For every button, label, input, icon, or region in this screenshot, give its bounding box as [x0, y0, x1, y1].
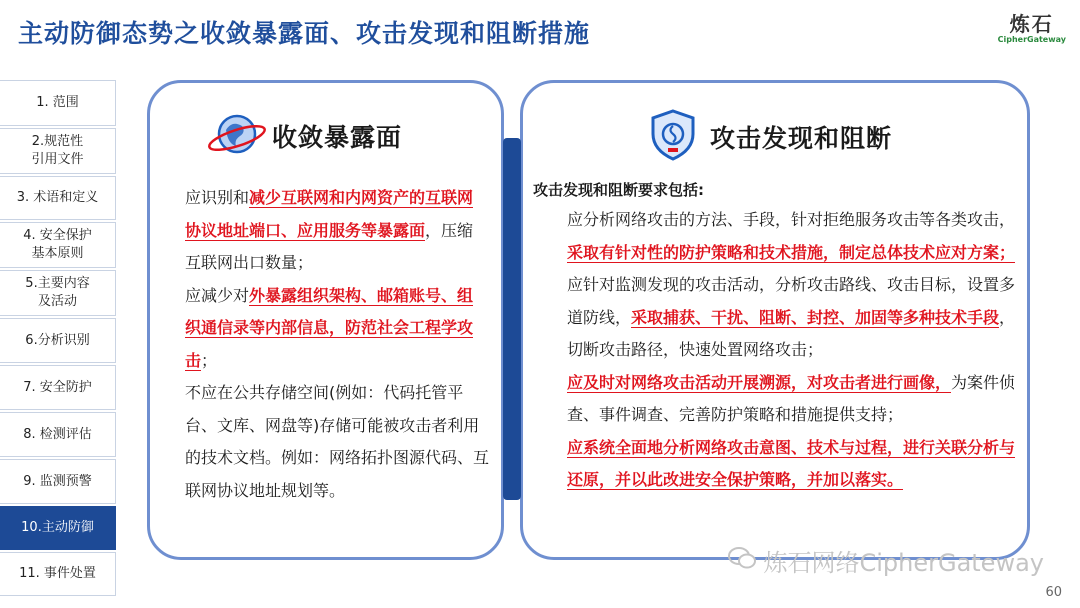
sidebar-item-active-defense[interactable]: 10.主动防御	[0, 506, 116, 550]
right-card-header	[648, 108, 892, 166]
sidebar-item-analysis[interactable]: 6.分析识别	[0, 318, 116, 363]
brand-logo	[998, 8, 1066, 44]
highlighted-text: 减少互联网和内网资产的互联网协议地址端口、应用服务等暴露面	[185, 188, 474, 240]
sidebar-item-normative-references[interactable]: 2.规范性 引用文件	[0, 128, 116, 174]
text-run: 应减少对	[185, 285, 250, 305]
sidebar-item-assessment[interactable]: 8. 检测评估	[0, 412, 116, 457]
sidebar-item-scope[interactable]: 1. 范围	[0, 80, 116, 126]
text-run: 不应在公共存储空间(例如：代码托管平台、文库、网盘等)存储可能被攻击者利用的技术文档。例如：网络拓扑图源代码、互联网协议地址规划等。	[185, 383, 490, 500]
sidebar-item-main-content[interactable]: 5.主要内容 及活动	[0, 270, 116, 316]
globe-icon	[206, 110, 268, 162]
left-card-title: 收敛暴露面	[272, 123, 403, 152]
highlighted-text: 采取有针对性的防护策略和技术措施，制定总体技术应对方案；	[567, 242, 1016, 262]
logo-cn-text: 炼石	[1009, 12, 1054, 36]
highlighted-text: 应及时对网络攻击活动开展溯源，对攻击者进行画像，	[567, 372, 952, 392]
highlighted-text: 外暴露组织架构、邮箱账号、组织通信录等内部信息，防范社会工程学攻击	[185, 285, 474, 370]
right-card-title: 攻击发现和阻断	[710, 124, 893, 153]
text-run: ；	[201, 350, 218, 370]
paragraph	[567, 269, 1022, 367]
watermark	[727, 543, 1044, 578]
sidebar-nav	[0, 80, 118, 598]
paragraph	[185, 182, 489, 280]
paragraph	[567, 367, 1022, 432]
paragraph	[567, 204, 1022, 269]
right-card-intro: 攻击发现和阻断要求包括:	[533, 181, 704, 199]
highlighted-text: 采取捕获、干扰、阻断、封控、加固等多种技术手段	[631, 307, 1000, 327]
left-card-body	[185, 182, 489, 507]
text-run: 应识别和	[185, 188, 250, 207]
paragraph	[567, 432, 1022, 497]
sidebar-item-terms[interactable]: 3. 术语和定义	[0, 176, 116, 220]
right-card-body	[567, 204, 1022, 497]
text-run: 应针对监测发现的攻击活动，分析攻击路线、攻击目标，设置多道防线，	[567, 275, 1016, 327]
paragraph	[185, 377, 489, 507]
sidebar-item-monitoring[interactable]: 9. 监测预警	[0, 459, 116, 504]
logo-en-text: CipherGateway	[997, 35, 1066, 44]
text-run: ，切断攻击路径，快速处置网络攻击；	[567, 307, 1016, 359]
highlighted-text: 应系统全面地分析网络攻击意图、技术与过程，进行关联分析与还原，并以此改进安全保护策略，并加以落实。	[567, 437, 1016, 489]
text-run: 为案件侦查、事件调查、完善防护策略和措施提供支持；	[567, 372, 1016, 424]
wechat-icon	[727, 546, 757, 576]
page-number: 60	[1045, 585, 1062, 600]
shield-icon	[648, 108, 698, 166]
sidebar-item-incident-response[interactable]: 11. 事件处置	[0, 552, 116, 596]
slide-title: 主动防御态势之收敛暴露面、攻击发现和阻断措施	[18, 19, 591, 48]
text-run: ，压缩互联网出口数量；	[185, 220, 474, 272]
sidebar-item-principles[interactable]: 4. 安全保护 基本原则	[0, 222, 116, 268]
sidebar-item-protection[interactable]: 7. 安全防护	[0, 365, 116, 410]
watermark-text: 炼石网络CipherGateway	[763, 549, 1044, 577]
left-card-header	[206, 110, 402, 162]
text-run: 应分析网络攻击的方法、手段，针对拒绝服务攻击等各类攻击，	[567, 210, 1016, 229]
paragraph	[185, 280, 489, 378]
card-divider	[503, 138, 521, 500]
